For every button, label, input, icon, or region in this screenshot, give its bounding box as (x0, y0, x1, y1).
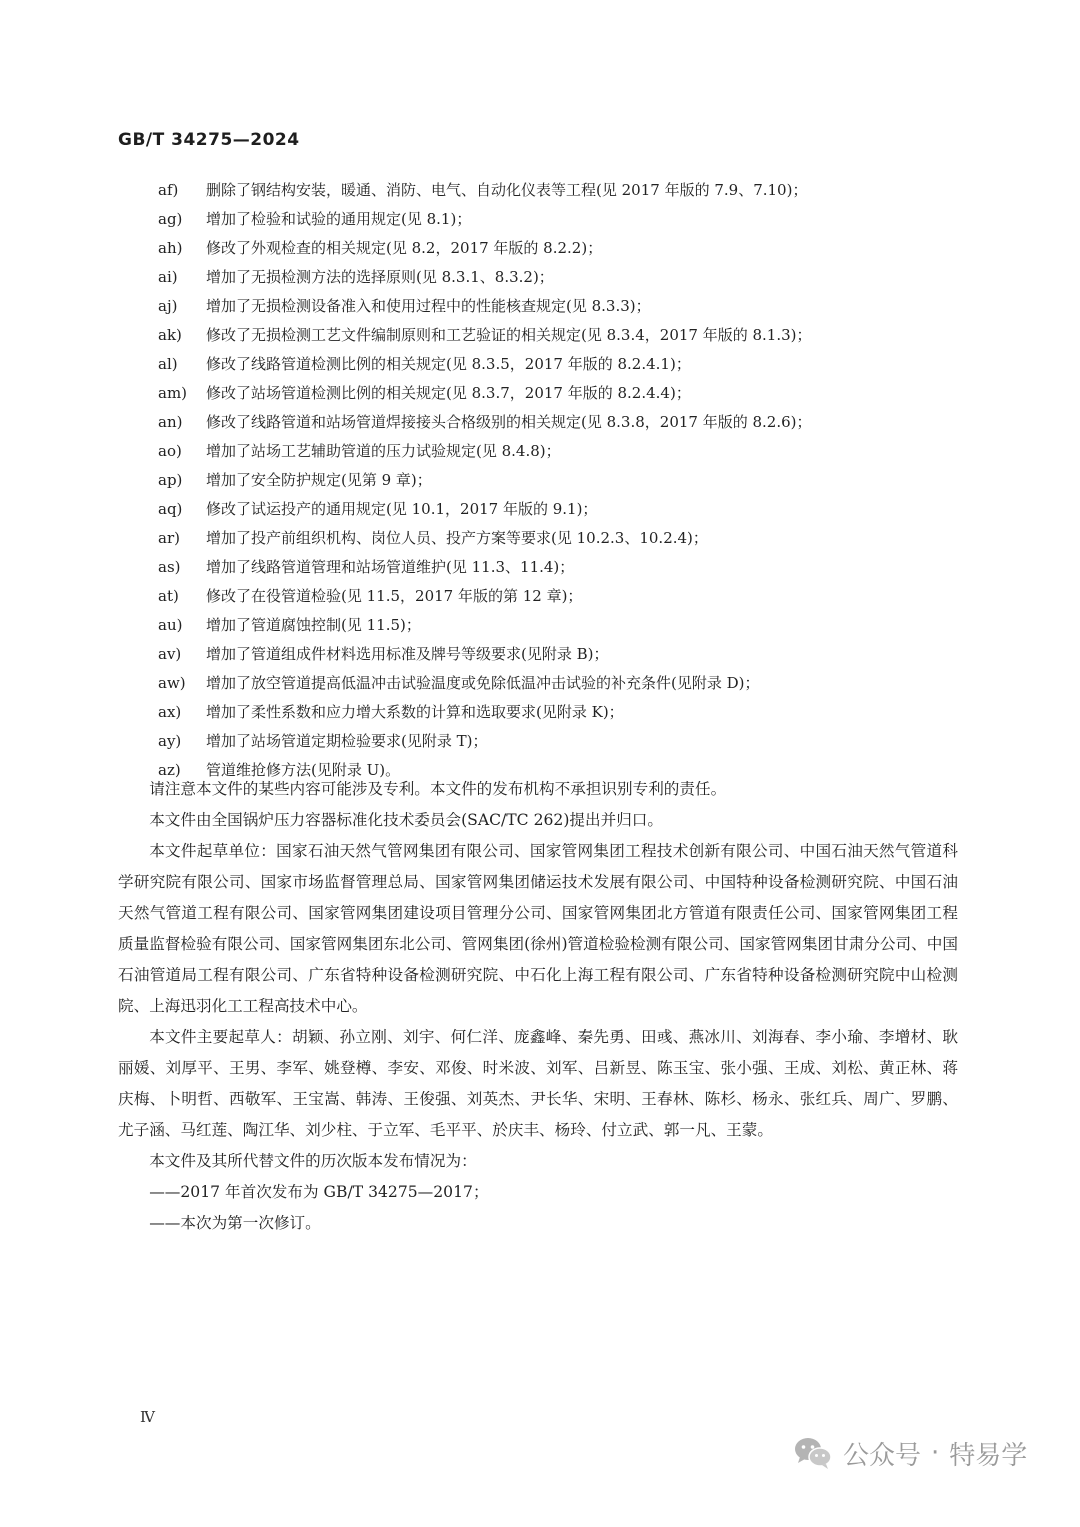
history-item: ——2017 年首次发布为 GB/T 34275—2017； (149, 1183, 489, 1201)
list-item-text: 增加了站场管道定期检验要求(见附录 T)； (206, 732, 488, 750)
list-item (158, 205, 958, 234)
list-item-label: ay) (158, 732, 182, 750)
drafters-paragraph: 本文件主要起草人：胡颖、孙立刚、刘宇、何仁洋、庞鑫峰、秦先勇、田彧、燕冰川、刘海春、李小瑜、李增材、耿丽媛、刘厚平、王男、李军、姚登樽、李安、邓俊、时米波、刘军、吕新昱、陈玉宝、张小强、王成、刘松、黄正林、蒋庆梅、卜明哲、西敬军、王宝嵩、韩涛、王俊强、刘英杰、尹长华、宋明、王春林、陈杉、杨永、张红兵、周广、罗鹏、尤子涵、马红莲、陶江华、刘少柱、于立军、毛平平、於庆丰、杨玲、付立武、郭一凡、王蒙。 (118, 1028, 958, 1139)
list-item-label: aw) (158, 674, 186, 692)
list-item (158, 466, 958, 495)
standard-code-header: GB/T 34275—2024 (118, 130, 300, 150)
list-item (158, 379, 958, 408)
list-item-label: aq) (158, 500, 183, 518)
watermark-account-label: 公众号 (843, 1440, 922, 1471)
list-item-label: an) (158, 413, 183, 431)
list-item (158, 727, 958, 756)
watermark (793, 1428, 1027, 1478)
list-item (158, 234, 958, 263)
list-item (158, 669, 958, 698)
history-item: ——本次为第一次修订。 (149, 1214, 321, 1232)
change-list (158, 176, 958, 785)
list-item-label: ao) (158, 442, 182, 460)
list-item-text: 增加了站场工艺辅助管道的压力试验规定(见 8.4.8)； (206, 442, 561, 460)
foreword-body (118, 774, 958, 1239)
list-item-label: ah) (158, 239, 183, 257)
list-item-text: 增加了投产前组织机构、岗位人员、投产方案等要求(见 10.2.3、10.2.4)； (206, 529, 708, 547)
list-item (158, 350, 958, 379)
list-item-text: 删除了钢结构安装，暖通、消防、电气、自动化仪表等工程(见 2017 年版的 7.9、7.10)； (206, 181, 808, 199)
list-item-label: ag) (158, 210, 183, 228)
watermark-account-name: 特易学 (949, 1440, 1028, 1471)
list-item-label: am) (158, 384, 188, 402)
watermark-separator: · (931, 1438, 940, 1468)
list-item-label: ap) (158, 471, 183, 489)
list-item-label: al) (158, 355, 178, 373)
list-item-text: 增加了线路管道管理和站场管道维护(见 11.3、11.4)； (206, 558, 575, 576)
list-item-label: at) (158, 587, 179, 605)
list-item (158, 321, 958, 350)
drafting-units-paragraph: 本文件起草单位：国家石油天然气管网集团有限公司、国家管网集团工程技术创新有限公司、中国石油天然气管道科学研究院有限公司、国家市场监督管理总局、国家管网集团储运技术发展有限公司、中国特种设备检测研究院、中国石油天然气管道工程有限公司、国家管网集团建设项目管理分公司、国家管网集团北方管道有限责任公司、国家管网集团工程质量监督检验有限公司、国家管网集团东北公司、管网集团(徐州)管道检验检测有限公司、国家管网集团甘肃分公司、中国石油管道局工程有限公司、广东省特种设备检测研究院、中石化上海工程有限公司、广东省特种设备检测研究院中山检测院、上海迅羽化工工程高技术中心。 (118, 842, 958, 1015)
list-item-text: 修改了线路管道和站场管道焊接接头合格级别的相关规定(见 8.3.8，2017 年版的 8.2.6)； (206, 413, 812, 431)
list-item (158, 582, 958, 611)
proposer-paragraph: 本文件由全国锅炉压力容器标准化技术委员会(SAC/TC 262)提出并归口。 (149, 811, 663, 829)
list-item-text: 修改了无损检测工艺文件编制原则和工艺验证的相关规定(见 8.3.4，2017 年版的 8.1.3)； (206, 326, 812, 344)
list-item (158, 495, 958, 524)
history-intro: 本文件及其所代替文件的历次版本发布情况为： (149, 1152, 477, 1170)
patent-notice: 请注意本文件的某些内容可能涉及专利。本文件的发布机构不承担识别专利的责任。 (149, 780, 727, 798)
list-item (158, 437, 958, 466)
list-item (158, 263, 958, 292)
list-item-text: 修改了试运投产的通用规定(见 10.1，2017 年版的 9.1)； (206, 500, 598, 518)
list-item-label: aj) (158, 297, 178, 315)
list-item-text: 增加了无损检测设备准入和使用过程中的性能核查规定(见 8.3.3)； (206, 297, 651, 315)
list-item-label: ak) (158, 326, 182, 344)
list-item-text: 增加了放空管道提高低温冲击试验温度或免除低温冲击试验的补充条件(见附录 D)； (206, 674, 760, 692)
list-item-text: 管道维抢修方法(见附录 U)。 (206, 761, 401, 779)
list-item-text: 修改了站场管道检测比例的相关规定(见 8.3.7，2017 年版的 8.2.4.4)； (206, 384, 691, 402)
list-item-text: 增加了管道组成件材料选用标准及牌号等级要求(见附录 B)； (206, 645, 609, 663)
list-item (158, 640, 958, 669)
list-item (158, 611, 958, 640)
list-item-label: as) (158, 558, 181, 576)
list-item-label: az) (158, 761, 181, 779)
list-item (158, 698, 958, 727)
list-item-text: 增加了安全防护规定(见第 9 章)； (206, 471, 432, 489)
list-item-text: 增加了检验和试验的通用规定(见 8.1)； (206, 210, 472, 228)
list-item-label: af) (158, 181, 179, 199)
list-item-label: av) (158, 645, 182, 663)
wechat-icon (793, 1436, 833, 1470)
list-item (158, 553, 958, 582)
list-item (158, 176, 958, 205)
list-item-text: 增加了管道腐蚀控制(见 11.5)； (206, 616, 421, 634)
list-item-text: 修改了在役管道检验(见 11.5，2017 年版的第 12 章)； (206, 587, 583, 605)
list-item (158, 408, 958, 437)
list-item (158, 292, 958, 321)
list-item-text: 增加了无损检测方法的选择原则(见 8.3.1、8.3.2)； (206, 268, 554, 286)
list-item-text: 修改了线路管道检测比例的相关规定(见 8.3.5，2017 年版的 8.2.4.1)； (206, 355, 691, 373)
list-item-label: ai) (158, 268, 178, 286)
list-item (158, 524, 958, 553)
list-item-label: ar) (158, 529, 180, 547)
list-item-text: 增加了柔性系数和应力增大系数的计算和选取要求(见附录 K)； (206, 703, 624, 721)
page-number: Ⅳ (140, 1408, 155, 1426)
list-item-label: ax) (158, 703, 182, 721)
list-item-text: 修改了外观检查的相关规定(见 8.2，2017 年版的 8.2.2)； (206, 239, 603, 257)
list-item-label: au) (158, 616, 183, 634)
